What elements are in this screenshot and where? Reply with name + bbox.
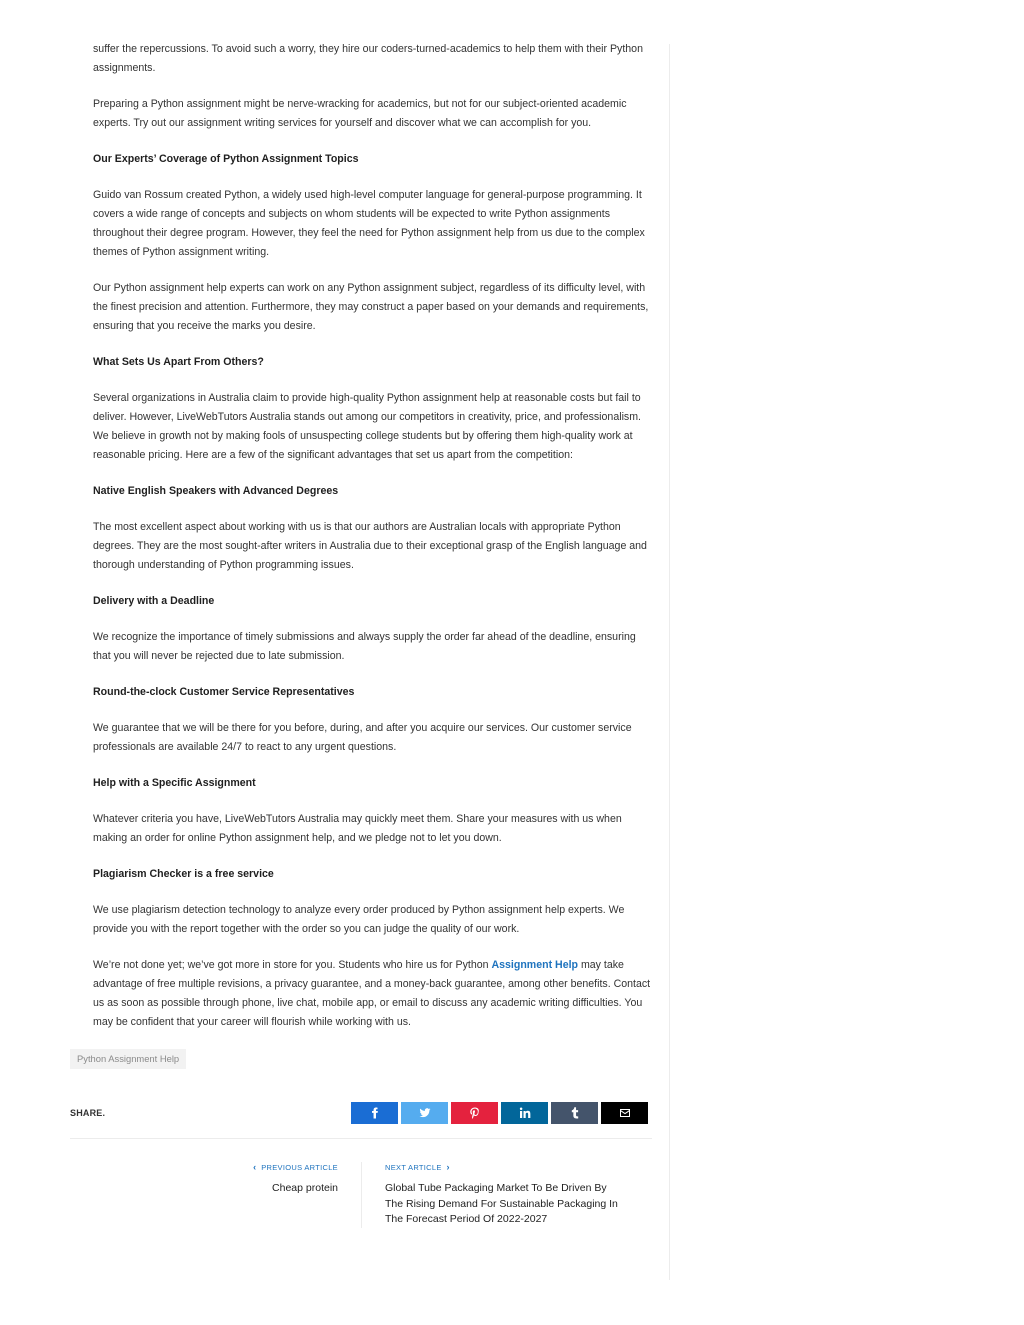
tumblr-icon [569, 1107, 581, 1119]
article-body [70, 40, 652, 1032]
body-paragraph: suffer the repercussions. To avoid such a worry, they hire our coders-turned-academics to help them with their Python assignments. [93, 43, 643, 74]
body-paragraph: The most excellent aspect about working with us is that our authors are Australian locals with appropriate Python degrees. They are the most sought-after writers in Australia due to their exceptional grasp of the English language and thorough understanding of Python programming issues. [93, 521, 647, 571]
section-heading: Plagiarism Checker is a free service [93, 868, 274, 880]
next-article-title[interactable]: Global Tube Packaging Market To Be Driven By The Rising Demand For Sustainable Packaging In The Forecast Period Of 2022-2027 [385, 1182, 618, 1225]
post-navigation [70, 1162, 652, 1252]
closing-paragraph [93, 956, 652, 1032]
tag-python-assignment-help[interactable]: Python Assignment Help [70, 1049, 186, 1069]
body-paragraph: We guarantee that we will be there for you before, during, and after you acquire our services. Our customer service professionals are available 24/7 to react to any urgent questions. [93, 722, 632, 753]
post-content [70, 40, 652, 1252]
section-heading: What Sets Us Apart From Others? [93, 356, 264, 368]
section-heading: Round-the-clock Customer Service Representatives [93, 686, 355, 698]
previous-article-label-text: PREVIOUS ARTICLE [261, 1163, 338, 1172]
chevron-left-icon: ‹ [253, 1162, 257, 1172]
next-article-label [385, 1162, 625, 1173]
twitter-share-button[interactable] [401, 1102, 448, 1124]
facebook-icon [369, 1107, 381, 1119]
body-paragraph: Whatever criteria you have, LiveWebTutors Australia may quickly meet them. Share your measures with us when making an order for online Python assignment help, and we pledge not to let you down. [93, 813, 622, 844]
share-bar [70, 1102, 652, 1124]
nav-separator [361, 1162, 362, 1228]
share-buttons [351, 1102, 648, 1124]
previous-article-label [118, 1162, 338, 1173]
pinterest-icon [469, 1107, 481, 1119]
section-heading: Native English Speakers with Advanced Degrees [93, 485, 339, 497]
section-heading: Our Experts’ Coverage of Python Assignment Topics [93, 153, 359, 165]
body-paragraph: Several organizations in Australia claim to provide high-quality Python assignment help at reasonable costs but fail to deliver. However, LiveWebTutors Australia stands out among our competitors in creativity, price, and professionalism. We believe in growth not by making fools of unsuspecting college students but by offering them high-quality work at reasonable pricing. Here are a few of the significant advantages that set us apart from the competition: [93, 392, 641, 461]
previous-article-title[interactable]: Cheap protein [272, 1182, 338, 1194]
post-tags [70, 1049, 652, 1069]
body-paragraph: Preparing a Python assignment might be nerve-wracking for academics, but not for our subject-oriented academic experts. Try out our assignment writing services for yourself and discover what we can accomplish for you. [93, 98, 627, 129]
body-paragraph: We recognize the importance of timely submissions and always supply the order far ahead of the deadline, ensuring that you will never be rejected due to late submission. [93, 631, 636, 662]
section-heading: Delivery with a Deadline [93, 595, 215, 607]
sidebar-divider [669, 44, 670, 1280]
linkedin-icon [519, 1107, 531, 1119]
next-article-label-text: NEXT ARTICLE [385, 1163, 442, 1172]
email-share-button[interactable] [601, 1102, 648, 1124]
next-article-link[interactable] [385, 1162, 625, 1228]
pinterest-share-button[interactable] [451, 1102, 498, 1124]
body-paragraph: Guido van Rossum created Python, a widely used high-level computer language for general-purpose programming. It covers a wide range of concepts and subjects on whom students will be expected to write Python assignments throughout their degree program. However, they feel the need for Python assignment help from us due to the complex themes of Python assignment writing. [93, 189, 645, 258]
twitter-icon [419, 1107, 431, 1119]
tumblr-share-button[interactable] [551, 1102, 598, 1124]
body-paragraph: We use plagiarism detection technology to analyze every order produced by Python assignment help experts. We provide you with the report together with the order so you can judge the quality of our work. [93, 904, 625, 935]
share-label: SHARE. [70, 1108, 106, 1118]
chevron-right-icon: › [446, 1162, 450, 1172]
linkedin-share-button[interactable] [501, 1102, 548, 1124]
previous-article-link[interactable] [118, 1162, 338, 1197]
closing-paragraph-text: We’re not done yet; we’ve got more in store for you. Students who hire us for Python [93, 959, 492, 971]
facebook-share-button[interactable] [351, 1102, 398, 1124]
assignment-help-link[interactable]: Assignment Help [491, 959, 578, 971]
share-divider [70, 1138, 652, 1139]
closing-paragraph-text: may take advantage of free multiple revisions, a privacy guarantee, and a money-back guarantee, among other benefits. Contact us as soon as possible through phone, live chat, mobile app, or email to discuss any academic writing difficulties. You may be confident that your career will flourish while working with us. [93, 959, 651, 1028]
section-heading: Help with a Specific Assignment [93, 777, 256, 789]
email-icon [619, 1107, 631, 1119]
body-paragraph: Our Python assignment help experts can work on any Python assignment subject, regardless of its difficulty level, with the finest precision and attention. Furthermore, they may construct a paper based on your demands and requirements, ensuring that you receive the marks you desire. [93, 282, 649, 332]
